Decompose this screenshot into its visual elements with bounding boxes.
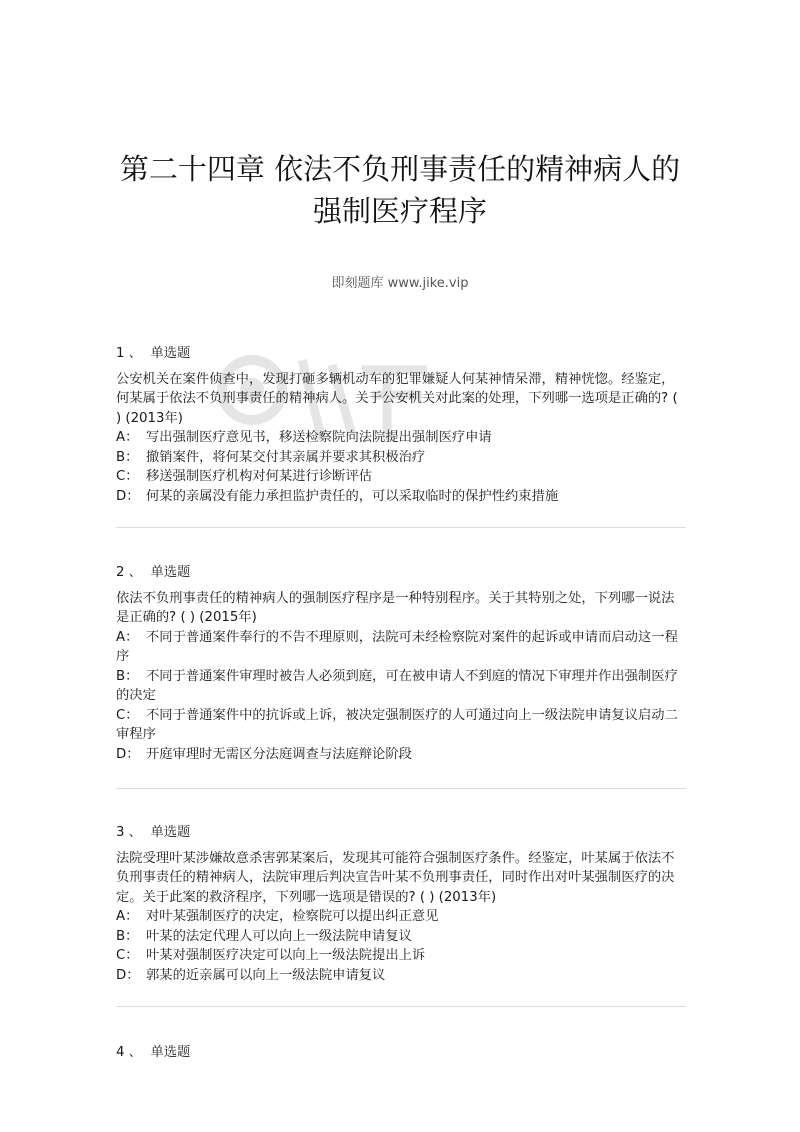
- question-type: 单选题: [150, 1045, 191, 1060]
- question-3: [116, 823, 686, 985]
- option-letter: C：: [116, 707, 139, 723]
- option-text: 不同于普通案件奉行的不告不理原则，法院可未经检察院对案件的起诉或申请而启动这一程序: [116, 629, 678, 664]
- option-text: 郭某的近亲属可以向上一级法院申请复议: [146, 967, 386, 983]
- page-title: [100, 148, 700, 232]
- question-type: 单选题: [150, 825, 191, 840]
- option-letter: A：: [116, 430, 139, 445]
- title-line-2: 强制医疗程序: [312, 194, 487, 228]
- option-text: 对叶某强制医疗的决定，检察院可以提出纠正意见: [146, 909, 439, 924]
- question-header: [116, 1043, 686, 1063]
- divider: [116, 788, 686, 789]
- question-4: [116, 1043, 686, 1069]
- option-b: [116, 927, 686, 947]
- option-letter: B：: [116, 449, 139, 465]
- option-text: 不同于普通案件审理时被告人必须到庭，可在被申请人不到庭的情况下审理并作出强制医疗的决定: [116, 668, 678, 703]
- question-2: [116, 563, 686, 764]
- divider: [116, 527, 686, 528]
- option-d: [116, 745, 686, 765]
- option-a: [116, 628, 686, 667]
- option-letter: C：: [116, 948, 139, 963]
- source-label: 即刻题库 www.jike.vip: [331, 276, 469, 291]
- option-letter: D：: [116, 967, 140, 983]
- option-letter: D：: [116, 746, 140, 762]
- question-header: [116, 823, 686, 843]
- question-header: [116, 344, 686, 364]
- option-text: 不同于普通案件中的抗诉或上诉，被决定强制医疗的人可通过向上一级法院申请复议启动二审程序: [116, 707, 678, 742]
- question-1: [116, 344, 686, 506]
- question-type: 单选题: [150, 346, 191, 361]
- question-text: 法院受理叶某涉嫌故意杀害郭某案后，发现其可能符合强制医疗条件。经鉴定，叶某属于依法不负刑事责任的精神病人，法院审理后判决宣告叶某不负刑事责任，同时作出对叶某强制医疗的决定。关于此案的救济程序，下列哪一选项是错误的? ( ) (2013年): [116, 850, 675, 905]
- option-a: [116, 907, 686, 927]
- option-c: [116, 706, 686, 745]
- question-text: 公安机关在案件侦查中，发现打砸多辆机动车的犯罪嫌疑人何某神情呆滞，精神恍惚。经鉴定，何某属于依法不负刑事责任的精神病人。关于公安机关对此案的处理，下列哪一选项是正确的? ( ) (2013年): [116, 371, 678, 426]
- option-letter: B：: [116, 928, 139, 944]
- option-text: 写出强制医疗意见书，移送检察院向法院提出强制医疗申请: [146, 430, 492, 445]
- option-letter: C：: [116, 469, 139, 484]
- title-line-1: 第二十四章 依法不负刑事责任的精神病人的: [119, 152, 681, 186]
- question-number: 4 、: [116, 1045, 142, 1060]
- question-text: 依法不负刑事责任的精神病人的强制医疗程序是一种特别程序。关于其特别之处，下列哪一说法是正确的? ( ) (2015年): [116, 590, 675, 625]
- option-b: [116, 448, 686, 468]
- question-number: 3 、: [116, 825, 142, 840]
- option-a: [116, 428, 686, 448]
- option-letter: A：: [116, 629, 139, 645]
- option-text: 何某的亲属没有能力承担监护责任的，可以采取临时的保护性约束措施: [146, 488, 559, 504]
- divider: [116, 1006, 686, 1007]
- option-text: 叶某的法定代理人可以向上一级法院申请复议: [146, 928, 412, 944]
- question-number: 1 、: [116, 346, 142, 361]
- option-letter: B：: [116, 668, 139, 684]
- option-b: [116, 667, 686, 706]
- option-text: 叶某对强制医疗决定可以向上一级法院提出上诉: [146, 948, 426, 963]
- option-letter: D：: [116, 488, 140, 504]
- question-type: 单选题: [150, 565, 191, 580]
- option-d: [116, 966, 686, 986]
- option-letter: A：: [116, 909, 139, 924]
- option-text: 移送强制医疗机构对何某进行诊断评估: [146, 469, 373, 484]
- question-number: 2 、: [116, 565, 142, 580]
- question-header: [116, 563, 686, 583]
- option-text: 开庭审理时无需区分法庭调查与法庭辩论阶段: [146, 746, 412, 762]
- option-d: [116, 487, 686, 507]
- option-c: [116, 467, 686, 487]
- option-c: [116, 946, 686, 966]
- option-text: 撤销案件，将何某交付其亲属并要求其积极治疗: [146, 449, 426, 465]
